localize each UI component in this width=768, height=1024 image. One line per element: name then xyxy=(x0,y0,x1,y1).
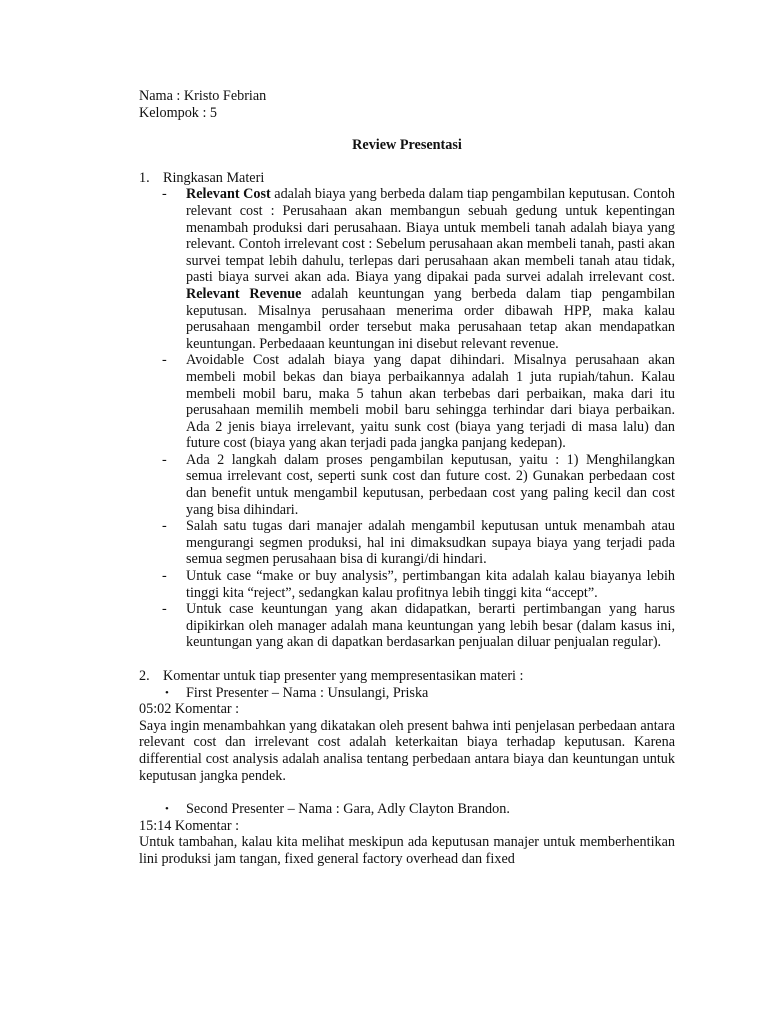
comment-text: Saya ingin menambahkan yang dikatakan oleh present bahwa inti penjelasan perbedaan antara relevant cost dan irrelevant cost adalah keterkaitan biaya terhadap keputusan. Karena differential cost analysis adalah analisa tentang perbedaan antara biaya dan keuntungan untuk keputusan jangka pendek. xyxy=(139,717,675,784)
comment-text: Untuk tambahan, kalau kita melihat meskipun ada keputusan manajer untuk memberhentikan lini produksi jam tangan, fixed general factory overhead dan fixed xyxy=(139,834,675,867)
presenter-item xyxy=(139,685,675,702)
bullet-icon: • xyxy=(165,803,169,816)
comment-time-label: 15:14 Komentar : xyxy=(139,817,240,834)
section-number: 2. xyxy=(139,668,150,684)
term-relevant-cost: Relevant Cost xyxy=(186,186,271,203)
presenter-name: Second Presenter – Nama : Gara, Adly Clayton Brandon. xyxy=(186,801,510,818)
presenter-name: First Presenter – Nama : Unsulangi, Priska xyxy=(186,684,429,701)
document-title: Review Presentasi xyxy=(352,137,462,154)
term-relevant-revenue: Relevant Revenue xyxy=(186,285,302,302)
summary-item xyxy=(139,568,675,601)
presenter-item xyxy=(139,801,675,818)
summary-text: adalah keuntungan yang berbeda dalam tiap pengambilan keputusan. Misalnya perusahaan menerima order dibawah HPP, maka kalau perusahaan mengambil order tersebut maka perusahaan tetap akan mendapatkan keuntungan. Perbedaaan keuntungan ini disebut relevant revenue. xyxy=(186,285,675,352)
dash-marker: - xyxy=(162,451,167,468)
dash-marker: - xyxy=(162,186,167,203)
summary-text: adalah biaya yang berbeda dalam tiap pengambilan keputusan. Contoh relevant cost : Perusahaan akan membangun sebuah gedung untuk kepentingan menambah produksi dari perusahaan. Biaya untuk membeli tanah adalah biaya yang relevant. Contoh irrelevant cost : Sebelum perusahaan akan membeli tanah, pasti akan survei tempat lebih dahulu, terlepas dari perusahaan akan membeli tanah atau tidak, pasti biaya survei akan ada. Biaya yang dipakai pada survei adalah irrelevant cost. xyxy=(186,186,676,286)
section-heading: Ringkasan Materi xyxy=(163,169,265,186)
summary-item xyxy=(139,518,675,568)
comment-time-label: 05:02 Komentar : xyxy=(139,701,240,718)
dash-marker: - xyxy=(162,568,167,585)
section-1-heading xyxy=(139,170,675,187)
summary-item xyxy=(139,186,675,352)
dash-marker: - xyxy=(162,601,167,618)
summary-item xyxy=(139,452,675,518)
summary-text: Untuk case keuntungan yang akan didapatkan, berarti pertimbangan yang harus dipikirkan oleh manager adalah mana keuntungan yang lebih besar (dalam kasus ini, keuntungan yang akan di dapatkan berdasarkan penjualan diluar penjualan regular). xyxy=(186,601,675,651)
summary-text: Salah satu tugas dari manajer adalah mengambil keputusan untuk menambah atau mengurangi segmen produksi, hal ini dimaksudkan supaya biaya yang terjadi pada semua segmen perusahaan bisa di kurangi/di hindari. xyxy=(186,518,675,568)
section-heading: Komentar untuk tiap presenter yang mempresentasikan materi : xyxy=(163,668,524,684)
summary-text: Ada 2 langkah dalam proses pengambilan keputusan, yaitu : 1) Menghilangkan semua irrelevant cost, seperti sunk cost dan future cost. 2) Gunakan perbedaan cost dan benefit untuk mengambil keputusan, perbedaan cost yang paling kecil dan cost yang bisa dihindari. xyxy=(186,451,675,518)
summary-text: Untuk case “make or buy analysis”, pertimbangan kita adalah kalau biayanya lebih tinggi kita “reject”, sedangkan kalau profitnya lebih tinggi kita “accept”. xyxy=(186,568,675,601)
bullet-icon: • xyxy=(165,686,169,699)
dash-marker: - xyxy=(162,518,167,535)
dash-marker: - xyxy=(162,352,167,369)
group-line: Kelompok : 5 xyxy=(139,104,218,121)
summary-text: Avoidable Cost adalah biaya yang dapat dihindari. Misalnya perusahaan akan membeli mobil bekas dan biaya perbaikannya adalah 1 juta rupiah/tahun. Kalau membeli mobil baru, maka 5 tahun akan terbebas dari perbaikan, maka dari itu perusahaan memilih membeli mobil baru sehingga terhindar dari biaya perbaikan. Ada 2 jenis biaya irrelevant, yaitu sunk cost (biaya yang terjadi di masa lalu) dan future cost (biaya yang akan terjadi pada jangka panjang kedepan). xyxy=(186,352,675,452)
name-line: Nama : Kristo Febrian xyxy=(139,88,267,104)
document-page xyxy=(139,88,675,868)
section-2-heading xyxy=(139,668,675,685)
summary-item xyxy=(139,352,675,452)
summary-item xyxy=(139,601,675,651)
section-number: 1. xyxy=(139,169,150,186)
